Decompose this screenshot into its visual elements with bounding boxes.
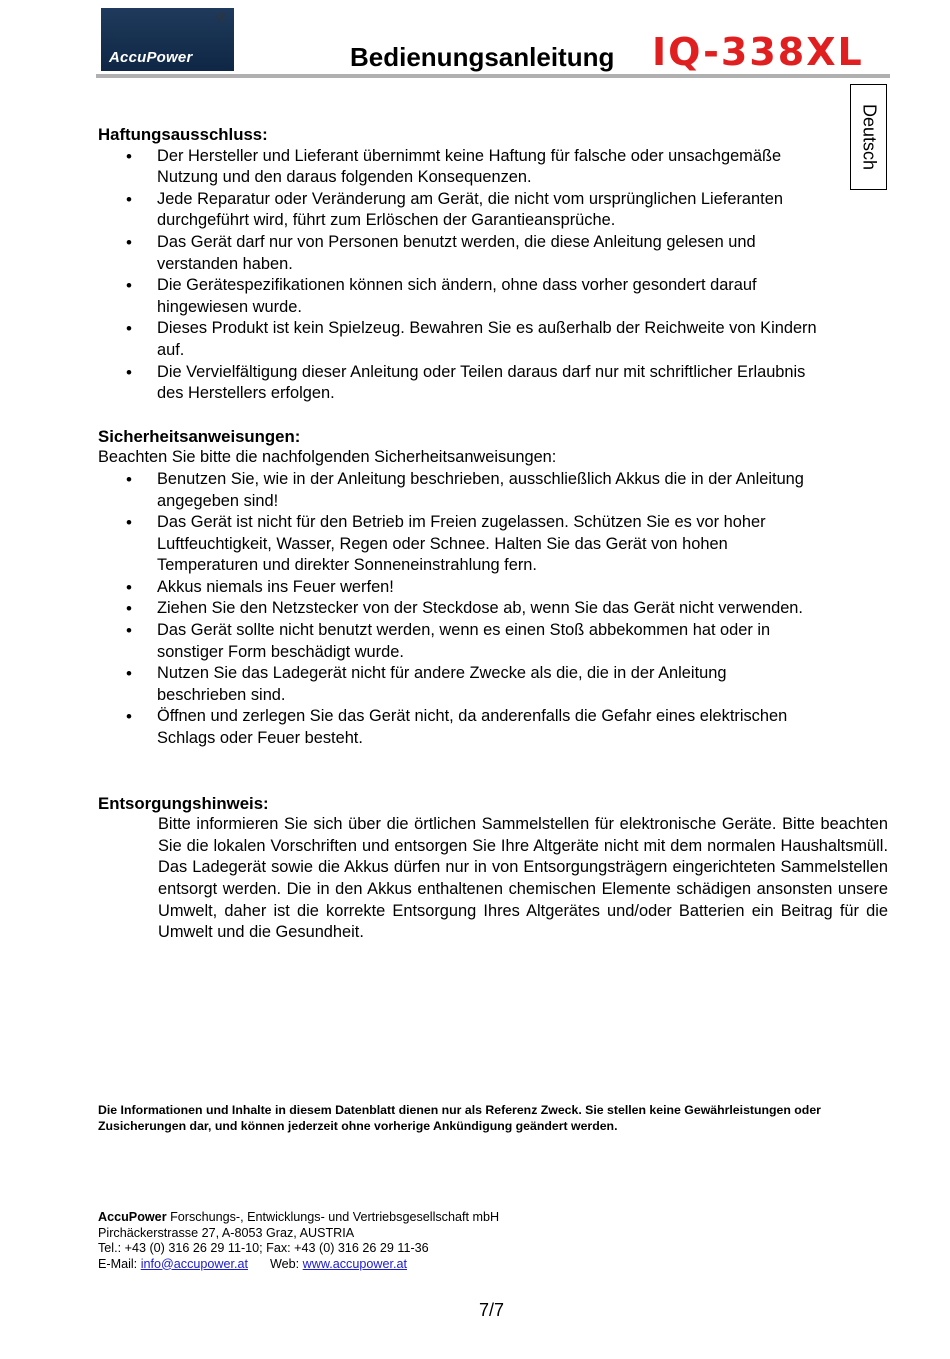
disposal-heading: Entsorgungshinweis: [98,793,269,813]
document-title: Bedienungsanleitung [350,42,615,72]
disposal-text: Bitte informieren Sie sich über die örtlichen Sammelstellen für elektronische Geräte. Bitte beachten Sie die lokalen Vorschriften und entsorgen Sie Ihre Altgeräte nicht mit dem normalen Haushaltsmüll. Das Ladegerät sowie die Akkus dürfen nur in von Entsorgungsträgern eingerichteten Sammelstellen entsorgt werden. Die in den Akkus enthaltenen chemischen Elemente schädigen ansonsten unsere Umwelt, daher ist die korrekte Entsorgung Ihres Altgerätes und/oder Batterien ein Beitrag für die Umwelt und die Gesundheit. [158,815,888,942]
company-footer [98,1210,698,1272]
company-description: Forschungs-, Entwicklungs- und Vertriebsgesellschaft mbH [166,1210,500,1224]
list-item: • Nutzen Sie das Ladegerät nicht für andere Zwecke als die, die in der Anleitung beschrieben sind. [98,663,817,706]
list-item: • Jede Reparatur oder Veränderung am Gerät, die nicht vom ursprünglichen Lieferanten durchgeführt wird, führt zum Erlöschen der Garantieansprüche. [98,189,817,232]
list-item: • Benutzen Sie, wie in der Anleitung beschrieben, ausschließlich Akkus die in der Anleitung angegeben sind! [98,469,817,512]
list-item: • Der Hersteller und Lieferant übernimmt keine Haftung für falsche oder unsachgemäße Nutzung und den daraus folgenden Konsequenzen. [98,146,817,189]
email-link[interactable]: info@accupower.at [140,1256,248,1271]
company-contact [98,1257,698,1273]
list-item: • Das Gerät sollte nicht benutzt werden, wenn es einen Stoß abbekommen hat oder in sonstiger Form beschädigt wurde. [98,620,817,663]
page-number: 7/7 [479,1300,505,1320]
list-item: • Öffnen und zerlegen Sie das Gerät nicht, da anderenfalls die Gefahr eines elektrischen Schlags oder Feuer besteht. [98,706,817,749]
list-item: • Ziehen Sie den Netzstecker von der Steckdose ab, wenn Sie das Gerät nicht verwenden. [98,598,817,620]
list-item: • Das Gerät ist nicht für den Betrieb im Freien zugelassen. Schützen Sie es vor hoher Luftfeuchtigkeit, Wasser, Regen oder Schnee. Halten Sie das Gerät von hohen Temperaturen und direkter Sonneneinstrahlung fern. [98,512,817,577]
safety-heading: Sicherheitsanweisungen: [98,426,301,446]
company-name: AccuPower [98,1210,167,1224]
logo-text: AccuPower [109,49,193,66]
list-item: • Die Gerätespezifikationen können sich ändern, ohne dass vorher gesondert darauf hingewiesen wurde. [98,275,817,318]
safety-list [98,469,890,750]
email-label: E-Mail: [98,1256,141,1271]
header-divider [96,74,890,78]
list-item: • Das Gerät darf nur von Personen benutzt werden, die diese Anleitung gelesen und verstanden haben. [98,232,817,275]
accupower-logo [101,8,234,71]
company-phone: Tel.: +43 (0) 316 26 29 11-10; Fax: +43 (0) 316 26 29 11-36 [98,1241,429,1255]
model-name: IQ-338XL [652,30,864,74]
liability-heading: Haftungsausschluss: [98,125,268,144]
web-label: Web: [270,1256,303,1271]
company-address: Pirchäckerstrasse 27, A-8053 Graz, AUSTRIA [98,1225,355,1240]
language-tab-label: Deutsch [859,103,879,171]
liability-list [98,146,890,405]
list-item: • Die Vervielfältigung dieser Anleitung oder Teilen daraus darf nur mit schriftlicher Erlaubnis des Herstellers erfolgen. [98,362,817,405]
main-content [98,124,890,944]
registered-mark: ® [216,9,227,25]
list-item: • Dieses Produkt ist kein Spielzeug. Bewahren Sie es außerhalb der Reichweite von Kindern auf. [98,318,817,361]
company-line [98,1210,698,1226]
safety-intro: Beachten Sie bitte die nachfolgenden Sicherheitsanweisungen: [98,448,557,467]
web-link[interactable]: www.accupower.at [302,1256,407,1271]
disclaimer-text: Die Informationen und Inhalte in diesem Datenblatt dienen nur als Referenz Zweck. Sie stellen keine Gewährleistungen oder Zusicherungen dar, und können jederzeit ohne vorherige Ankündigung geändert werden. [98,1103,821,1133]
list-item: • Akkus niemals ins Feuer werfen! [98,577,817,599]
